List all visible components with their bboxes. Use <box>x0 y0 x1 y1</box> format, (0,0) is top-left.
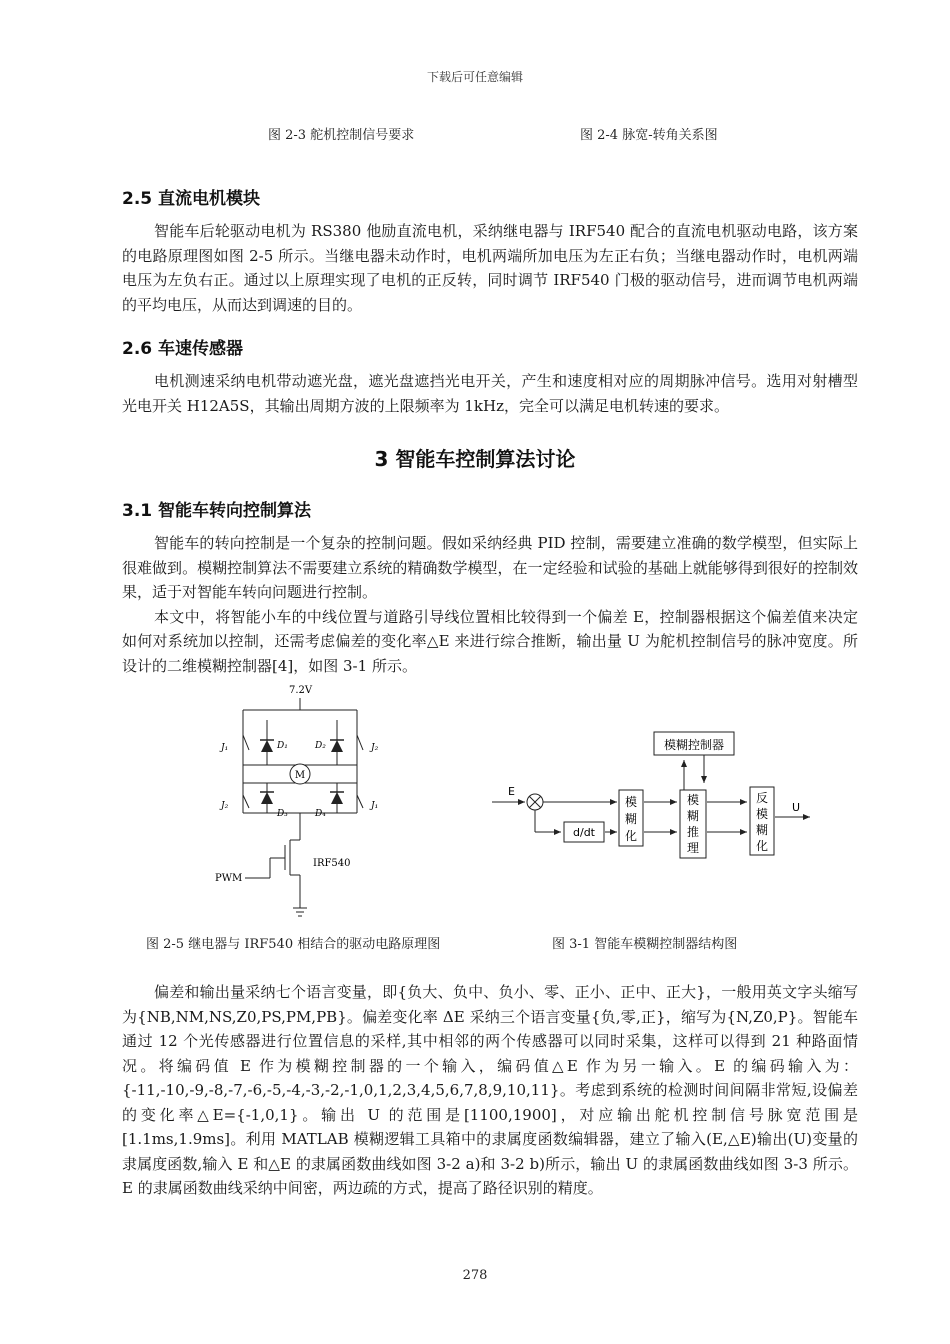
defuzz-char: 糊 <box>755 823 769 837</box>
membership-body <box>122 980 858 1201</box>
fuzzy-controller-block-diagram <box>484 722 824 862</box>
relay-j2-label: J₂ <box>371 743 379 753</box>
inference-char: 理 <box>686 841 700 855</box>
relay-drive-circuit-diagram <box>205 680 405 920</box>
paragraph: 电机测速采纳电机带动遮光盘，遮光盘遮挡光电开关，产生和速度相对应的周期脉冲信号。选用对射槽型光电开关 H12A5S，其输出周期方波的上限频率为 1kHz，完全可以满足电机转速的要求。 <box>122 372 858 415</box>
section-2-5-body <box>122 219 858 317</box>
figure-caption-2-4: 图 2-4 脉宽-转角关系图 <box>580 128 718 143</box>
supply-voltage-label: 7.2V <box>289 685 313 696</box>
error-input-label: E <box>508 785 515 798</box>
page-header: 下载后可任意编辑 <box>426 70 523 84</box>
paragraph: 智能车后轮驱动电机为 RS380 他励直流电机，采纳继电器与 IRF540 配合的直流电机驱动电路，该方案的电路原理图如图 2-5 所示。当继电器未动作时，电机两端所加电压为左正右负；当继电器动作时，电机两端电压为左负右正。通过以上原理实现了电机的正反转，同时调节 IRF540 门极的驱动信号，进而调节电机两端的平均电压，从而达到调速的目的。 <box>122 222 858 314</box>
inference-char: 推 <box>686 825 700 839</box>
section-2-6-heading: 2.6 车速传感器 <box>122 339 244 359</box>
inference-char: 糊 <box>686 809 700 823</box>
section-2-5-heading: 2.5 直流电机模块 <box>122 189 261 209</box>
inference-char: 模 <box>686 793 700 807</box>
defuzz-char: 反 <box>755 791 769 805</box>
fuzzify-char: 化 <box>624 829 638 843</box>
page-number: 278 <box>462 1268 488 1283</box>
section-3-1-heading: 3.1 智能车转向控制算法 <box>122 501 312 521</box>
chapter-3-heading: 3 智能车控制算法讨论 <box>374 447 576 471</box>
mosfet-label: IRF540 <box>313 858 351 869</box>
diode-d3-label: D₃ <box>277 809 288 819</box>
motor-label: M <box>294 770 306 781</box>
figure-caption-2-3: 图 2-3 舵机控制信号要求 <box>268 128 415 143</box>
fuzzify-char: 模 <box>624 795 638 809</box>
figure-caption-2-5: 图 2-5 继电器与 IRF540 相结合的驱动电路原理图 <box>146 937 441 952</box>
diode-d4-label: D₄ <box>315 809 326 819</box>
output-u-label: U <box>792 801 801 814</box>
relay-j2-lower-label: J₂ <box>221 801 229 811</box>
paragraph: 智能车的转向控制是一个复杂的控制问题。假如采纳经典 PID 控制，需要建立准确的数学模型，但实际上很难做到。模糊控制算法不需要建立系统的精确数学模型，在一定经验和试验的基础上就能够得到很好的控制效果，适于对智能车转向问题进行控制。 <box>122 534 858 601</box>
section-3-1-body <box>122 531 858 678</box>
paragraph: 本文中，将智能小车的中线位置与道路引导线位置相比较得到一个偏差 E，控制器根据这个偏差值来决定如何对系统加以控制，还需考虑偏差的变化率△E 来进行综合推断，输出量 U 为舵机控制信号的脉冲宽度。所设计的二维模糊控制器[4]，如图 3-1 所示。 <box>122 607 858 675</box>
paragraph: 偏差和输出量采纳七个语言变量，即{负大、负中、负小、零、正小、正中、正大}，一般用英文字头缩写为{NB,NM,NS,Z0,PS,PM,PB}。偏差变化率 ΔE 采纳三个语言变量{负,零,正}，缩写为{N,Z0,P}。智能车通过 12 个光传感器进行位置信息的采样,其中相邻的两个传感器可以同时采集，这样可以得到 21 种路面情况。将编码值 E 作为模糊控制器的一个输入，编码值△E 作为另一输入。E 的编码输入为：{-11,-10,-9,-8,-7,-6,-5,-4,-3,-2,-1,0,1,2,3,4,5,6,7,8,9,10,11}。考虑到系统的检测时间间隔非常短,设偏差的变化率△E={-1,0,1}。输出 U 的范围是[1100,1900]，对应输出舵机控制信号脉宽范围是[1.1ms,1.9ms]。利用 MATLAB 模糊逻辑工具箱中的隶属度函数编辑器，建立了输入(E,△E)输出(U)变量的隶属度函数,输入 E 和△E 的隶属函数曲线如图 3-2 a)和 3-2 b)所示，输出 U 的隶属函数曲线如图 3-3 所示。E 的隶属函数曲线采纳中间密，两边疏的方式，提高了路径识别的精度。 <box>122 983 858 1197</box>
fuzzy-controller-label: 模糊控制器 <box>663 738 725 752</box>
defuzz-char: 化 <box>755 839 769 853</box>
relay-j1-lower-label: J₁ <box>371 801 379 811</box>
relay-j1-label: J₁ <box>221 743 229 753</box>
fuzzify-char: 糊 <box>624 812 638 826</box>
pwm-label: PWM <box>215 873 243 884</box>
defuzz-char: 模 <box>755 807 769 821</box>
diode-d4-icon <box>331 792 343 804</box>
section-2-6-body <box>122 369 858 418</box>
figure-caption-3-1: 图 3-1 智能车模糊控制器结构图 <box>552 937 738 952</box>
diode-d2-icon <box>331 740 343 752</box>
diode-d3-icon <box>261 792 273 804</box>
diode-d1-label: D₁ <box>277 741 288 751</box>
diode-d1-icon <box>261 740 273 752</box>
diode-d2-label: D₂ <box>315 741 326 751</box>
derivative-label: d/dt <box>573 826 595 839</box>
